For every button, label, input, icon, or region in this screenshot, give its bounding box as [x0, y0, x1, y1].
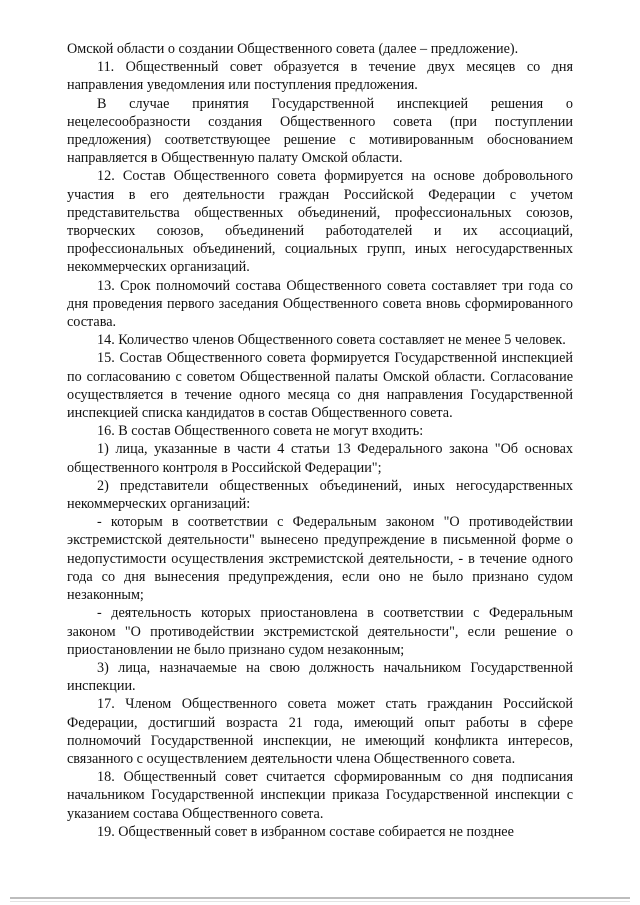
paragraph-13: 13. Срок полномочий состава Общественного совета составляет три года со дня проведения первого заседания Общественного совета вновь сформированного состава.: [67, 277, 573, 331]
paragraph-continuation: Омской области о создании Общественного совета (далее – предложение).: [67, 41, 519, 57]
paragraph-16-item-2: 2) представители общественных объединений, иных негосударственных некоммерческих организаций:: [67, 477, 573, 513]
paragraph-16-item-2-dash-2: - деятельность которых приостановлена в соответствии с Федеральным законом "О противодействии экстремистской деятельности", если решение о приостановлении не было признано судом незаконным;: [67, 605, 573, 658]
paragraph-16-item-3: 3) лица, назначаемые на свою должность начальником Государственной инспекции.: [67, 659, 573, 695]
paragraph-16: 16. В состав Общественного совета не могут входить:: [97, 423, 424, 440]
paragraph-16-item-2-dash-1: - которым в соответствии с Федеральным законом "О противодействии экстремистской деятельности" вынесено предупреждение в письменной форме о недопустимости осуществления экстремистской деятельности, - в течение одного года со дня вынесения предупреждения, если оно не было признано судом незаконным;: [67, 514, 573, 604]
paragraph-14: 14. Количество членов Общественного совета составляет не менее 5 человек.: [97, 332, 566, 349]
paragraph-17: 17. Членом Общественного совета может стать гражданин Российской Федерации, достигший возраста 21 года, имеющий опыт работы в сфере полномочий Государственной инспекции, не имеющий конфликта интересов, связанного с осуществлением деятельности члена Общественного совета.: [67, 696, 573, 767]
paragraph-18: 18. Общественный совет считается сформированным со дня подписания начальником Государственной инспекции приказа Государственной инспекции с указанием состава Общественного совета.: [67, 769, 573, 822]
paragraph-15: 15. Состав Общественного совета формируется Государственной инспекцией по согласованию с советом Общественной палаты Омской области. Согласование осуществляется в течение одного месяца со дня направления Государственной инспекцией списка кандидатов в состав Общественного совета.: [67, 350, 573, 422]
paragraph-11: 11. Общественный совет образуется в течение двух месяцев со дня направления уведомления или поступления предложения.: [67, 59, 573, 94]
document-page: [67, 40, 573, 841]
paragraph-16-item-1: 1) лица, указанные в части 4 статьи 13 Федерального закона "Об основах общественного контроля в Российской Федерации";: [67, 441, 573, 476]
paragraph-19: 19. Общественный совет в избранном составе собирается не позднее: [97, 823, 514, 840]
paragraph-12: 12. Состав Общественного совета формируется на основе добровольного участия в его деятельности граждан Российской Федерации с учетом представительства общественных объединений, профессиональных союзов, творческих союзов, объединений работодателей и их ассоциаций, профессиональных объединений, социальных групп, иных негосударственных некоммерческих организаций.: [67, 168, 573, 276]
paragraph-11-refusal: В случае принятия Государственной инспекцией решения о нецелесообразности создания Общественного совета (при поступлении предложения) соответствующее решение с мотивированным обоснованием направляется в Общественную палату Омской области.: [67, 95, 573, 167]
scan-bottom-edge: [10, 897, 630, 899]
scan-bottom-edge-shadow: [10, 901, 630, 902]
